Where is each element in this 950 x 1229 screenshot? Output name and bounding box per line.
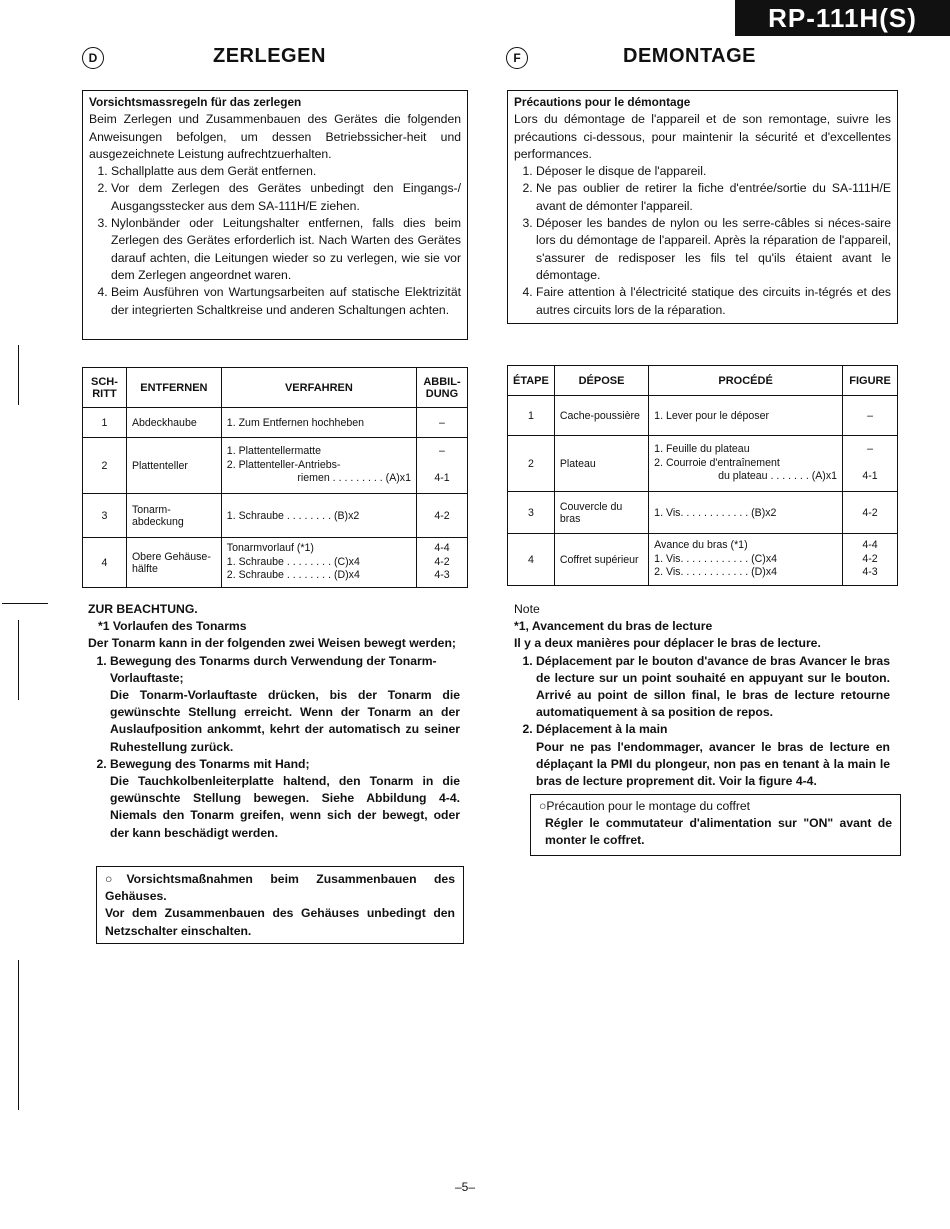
caution-item: 1. Schallplatte aus dem Gerät entfernen.	[111, 163, 461, 180]
figure-cell: 4-2	[416, 494, 467, 538]
assembly-title-fr: ○Précaution pour le montage du coffret	[539, 799, 751, 813]
col-header: PROCÉDÉ	[649, 366, 843, 396]
note-intro-de: Der Tonarm kann in der folgenden zwei Weisen bewegt werden;	[88, 636, 456, 651]
section-heading-de: ZERLEGEN	[213, 45, 326, 67]
note-item-text: Pour ne pas l'endommager, avancer le bras de lecture en déplaçant la PMI du plongeur, non pas en tenant à la main le bras de lecture proprement dit. Voir la figure 4-4.	[536, 739, 890, 789]
note-sub-de: *1 Vorlaufen des Tonarms	[98, 619, 247, 634]
margin-line	[18, 620, 19, 700]
procedure-cell: 1. Schraube . . . . . . . . (B)x2	[221, 494, 416, 538]
figure-cell: 4-2	[843, 492, 898, 534]
note-item-title: 2. Bewegung des Tonarms mit Hand;	[110, 756, 310, 771]
figure-cell	[843, 534, 898, 586]
table-row	[83, 438, 468, 494]
procedure-cell: 1. Vis. . . . . . . . . . . . (B)x2	[649, 492, 843, 534]
figure-ref: –	[867, 443, 873, 456]
caution-item: 3. Déposer les bandes de nylon ou les serre-câbles si néces-saire lors du démontage de l'appareil. Après la réparation de l'appareil, s'assurer de redisposer les fils tel qu'ils étaient avant le démontage.	[536, 215, 891, 284]
col-header: VERFAHREN	[221, 368, 416, 408]
table-row	[508, 436, 898, 492]
figure-ref: 4-4	[434, 542, 450, 555]
procedure-line: Avance du bras (*1)	[654, 539, 748, 552]
figure-ref: 4-3	[434, 569, 450, 582]
note-item-title: Déplacement par le bouton d'avance de bras	[536, 653, 796, 668]
table-row	[508, 396, 898, 436]
note-item-text: Avancer le bras de lecture sur un point souhaité en appuyant sur le bouton. Arrivé au point de sillon final, le bras de lecture retourne automatiquement à sa position de repos.	[536, 653, 890, 720]
procedure-cell	[221, 438, 416, 494]
procedure-line: 2. Plattenteller-Antriebs-	[226, 458, 341, 471]
step-cell: 3	[83, 494, 127, 538]
page-number: –5–	[455, 1180, 476, 1194]
figure-ref: 4-2	[434, 555, 450, 568]
figure-ref: 4-1	[434, 472, 450, 485]
assembly-title-de: ○Vorsichtsmaßnahmen beim Zusammenbauen des Gehäuses.	[105, 872, 455, 904]
margin-tick	[2, 603, 48, 604]
step-cell: 1	[508, 396, 555, 436]
table-row	[83, 538, 468, 588]
procedure-line: 1. Schraube . . . . . . . . (C)x4	[226, 555, 360, 568]
col-header: SCH-RITT	[83, 368, 127, 408]
lang-marker-de: D	[82, 47, 104, 69]
caution-item: 1. Déposer le disque de l'appareil.	[536, 163, 891, 180]
part-cell: Coffret supérieur	[554, 534, 648, 586]
part-cell: Abdeckhaube	[126, 408, 221, 438]
note-item-text: Die Tauchkolbenleiterplatte haltend, den Tonarm in die gewünschte Stellung bewegen. Siehe Abbildung 4-4. Niemals den Tonarm greifen, wenn sich der bewegt, oder der kann beschädigt werden.	[110, 774, 460, 840]
procedure-line: du plateau . . . . . . . (A)x1	[718, 470, 838, 483]
caution-box-fr	[507, 90, 898, 324]
assembly-text-de: Vor dem Zusammenbauen des Gehäuses unbedingt den Netzschalter einschalten.	[105, 906, 455, 938]
procedure-line: 2. Courroie d'entraînement	[654, 456, 780, 469]
caution-intro-de: Beim Zerlegen und Zusammenbauen des Gerätes die folgenden Anweisungen befolgen, um dessen Betriebssicher-heit und ausgezeichnete Leistung aufrechtzuerhalten.	[89, 112, 461, 161]
figure-ref: 4-1	[862, 470, 878, 483]
procedure-line: 1. Vis. . . . . . . . . . . . (C)x4	[654, 552, 778, 565]
part-cell: Obere Gehäuse-hälfte	[126, 538, 221, 588]
procedure-line: riemen . . . . . . . . . (A)x1	[297, 472, 411, 485]
table-row	[508, 492, 898, 534]
procedure-line: Tonarmvorlauf (*1)	[226, 542, 314, 555]
procedure-line: 2. Schraube . . . . . . . . (D)x4	[226, 569, 360, 582]
note-intro-fr: Il y a deux manières pour déplacer le bras de lecture.	[514, 636, 821, 651]
assembly-text-fr: Régler le commutateur d'alimentation sur "ON" avant de monter le coffret.	[545, 816, 892, 848]
procedure-cell	[649, 436, 843, 492]
note-item-title: 2. Déplacement à la main	[536, 722, 668, 737]
col-header: ABBIL-DUNG	[416, 368, 467, 408]
step-cell: 3	[508, 492, 555, 534]
caution-title-fr: Précautions pour le démontage	[514, 95, 691, 109]
caution-title-de: Vorsichtsmassregeln für das zerlegen	[89, 95, 302, 109]
col-header: DÉPOSE	[554, 366, 648, 396]
part-cell: Tonarm-abdeckung	[126, 494, 221, 538]
step-cell: 1	[83, 408, 127, 438]
figure-ref: 4-4	[862, 539, 878, 552]
col-header: FIGURE	[843, 366, 898, 396]
table-row	[83, 408, 468, 438]
assembly-caution-fr	[530, 794, 901, 856]
caution-item: 2. Ne pas oublier de retirer la fiche d'entrée/sortie du SA-111H/E avant de démonter l'appareil.	[536, 180, 891, 215]
procedure-cell: 1. Lever pour le déposer	[649, 396, 843, 436]
caution-item: 4. Faire attention à l'électricité statique des circuits in-tégrés et des autres circuits lors de la réparation.	[536, 284, 891, 319]
section-heading-fr: DEMONTAGE	[623, 45, 757, 67]
col-header: ENTFERNEN	[126, 368, 221, 408]
figure-cell: –	[416, 408, 467, 438]
part-cell: Cache-poussière	[554, 396, 648, 436]
part-cell: Plattenteller	[126, 438, 221, 494]
disassembly-table-de	[82, 367, 468, 588]
caution-box-de	[82, 90, 468, 340]
caution-item: 2. Vor dem Zerlegen des Gerätes unbedingt den Eingangs-/ Ausgangsstecker aus dem SA-111H/E ziehen.	[111, 180, 461, 215]
margin-line	[18, 960, 19, 1110]
procedure-line: 2. Vis. . . . . . . . . . . . (D)x4	[654, 566, 778, 579]
lang-marker-fr: F	[506, 47, 528, 69]
note-item-text: Die Tonarm-Vorlauftaste drücken, bis der Tonarm die gewünschte Stellung erreicht. Wenn der Tonarm an der Auslaufposition ankommt, kehrt der automatisch zu seiner Ruhestellung zurück.	[110, 688, 460, 754]
figure-ref: 4-3	[862, 566, 878, 579]
figure-ref: 4-2	[862, 552, 878, 565]
caution-item: 4. Beim Ausführen von Wartungsarbeiten auf statische Elektrizität der integrierten Schaltkreise und anderen Schaltungen achten.	[111, 284, 461, 319]
procedure-line: 1. Plattentellermatte	[226, 445, 322, 458]
part-cell: Plateau	[554, 436, 648, 492]
figure-cell	[416, 438, 467, 494]
procedure-cell: 1. Zum Entfernen hochheben	[221, 408, 416, 438]
note-title-fr: Note	[514, 602, 540, 616]
model-banner: RP-111H(S)	[735, 0, 950, 36]
col-header: ÉTAPE	[508, 366, 555, 396]
disassembly-table-fr	[507, 365, 898, 586]
part-cell: Couvercle du bras	[554, 492, 648, 534]
step-cell: 2	[83, 438, 127, 494]
procedure-line: 1. Feuille du plateau	[654, 443, 750, 456]
note-title-de: ZUR BEACHTUNG.	[88, 602, 198, 616]
caution-item: 3. Nylonbänder oder Leitungshalter entfernen, falls dies beim Zerlegen des Gerätes erforderlich ist. Nach Warten des Gerätes darauf achten, die Leitungen wieder so zu verlegen, wie sie vor dem Zerlegen angeordnet waren.	[111, 215, 461, 284]
step-cell: 2	[508, 436, 555, 492]
figure-cell: –	[843, 396, 898, 436]
table-row	[83, 494, 468, 538]
figure-cell	[416, 538, 467, 588]
note-sub-fr: *1, Avancement du bras de lecture	[514, 619, 713, 634]
assembly-caution-de	[96, 866, 464, 944]
note-item-title: 1. Bewegung des Tonarms durch Verwendung der Tonarm-Vorlauftaste;	[110, 653, 437, 685]
margin-line	[18, 345, 19, 405]
procedure-cell	[649, 534, 843, 586]
step-cell: 4	[508, 534, 555, 586]
figure-cell	[843, 436, 898, 492]
figure-ref: –	[439, 445, 445, 458]
step-cell: 4	[83, 538, 127, 588]
notes-fr	[514, 601, 890, 790]
procedure-cell	[221, 538, 416, 588]
caution-intro-fr: Lors du démontage de l'appareil et de son remontage, suivre les précautions ci-dessous, pour maintenir la sécurité et d'excellentes performances.	[514, 112, 891, 161]
notes-de	[88, 601, 460, 842]
table-row	[508, 534, 898, 586]
